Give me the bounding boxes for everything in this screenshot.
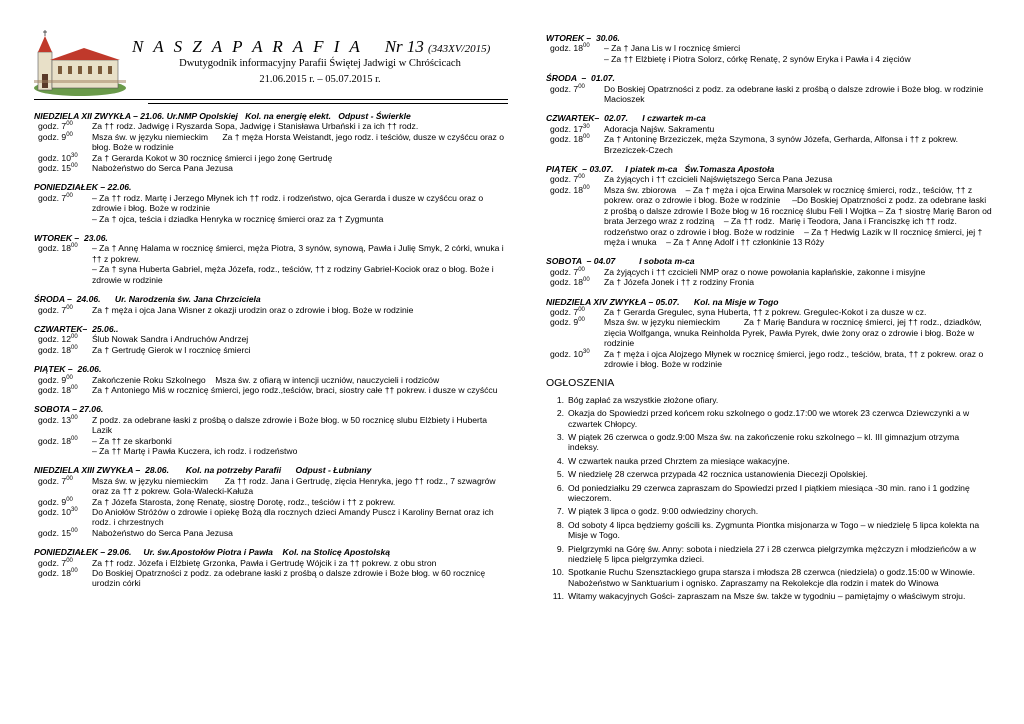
mass-time — [546, 185, 604, 247]
mass-time — [34, 385, 92, 395]
day-section — [34, 294, 508, 315]
godz-label: godz. — [38, 374, 60, 385]
announcement-item — [546, 520, 992, 541]
godz-label: godz. — [38, 192, 60, 203]
time-minutes: 00 — [578, 174, 585, 181]
announcement-number: 8. — [556, 519, 564, 530]
mass-intention: – Za † Annę Halama w rocznicę śmierci, męża Piotra, 3 synów, synową, Pawła i Julię Smyk, 2 córki, wnuka i †† z pokrew. — [92, 243, 507, 264]
mass-intention: Zakończenie Roku Szkolnego Msza św. z ofiarą w intencji uczniów, nauczycieli i rodziców — [92, 374, 440, 385]
time-minutes: 00 — [578, 306, 585, 313]
time-minutes: 00 — [70, 344, 78, 351]
right-schedule — [546, 33, 995, 369]
day-section — [546, 73, 992, 104]
time-hour: 7 — [573, 174, 579, 185]
godz-label: godz. — [38, 557, 60, 568]
godz-label: godz. — [38, 344, 60, 355]
mass-time — [34, 334, 92, 344]
mass-time — [34, 132, 92, 153]
mass-time — [546, 307, 604, 317]
mass-intention: Adoracja Najśw. Sakramentu — [604, 123, 715, 134]
mass-time — [546, 43, 604, 53]
day-section — [546, 256, 992, 287]
godz-label: godz. — [38, 384, 60, 395]
mass-intention: Msza św. w języku niemieckim Za †† rodz. Jana i Gertrudę, zięcia Henryka, jego †† rodz., 7 szwagrów oraz za †† z pokrew. Gola-Walecki-Kałuża — [92, 475, 498, 497]
day-section — [34, 233, 508, 285]
mass-row — [34, 568, 508, 589]
godz-label: godz. — [38, 152, 60, 163]
mass-row — [546, 43, 992, 53]
mass-intention: – Za †† ze skarbonki — [92, 435, 172, 446]
godz-label: godz. — [38, 414, 60, 425]
godz-label: godz. — [550, 317, 572, 328]
godz-label: godz. — [550, 277, 572, 288]
time-minutes: 00 — [578, 83, 585, 90]
time-hour: 7 — [573, 266, 579, 277]
mass-time — [34, 415, 92, 436]
mass-time — [546, 54, 604, 64]
godz-label: godz. — [38, 568, 60, 579]
mass-intention: Za † Józefa Jonek i †† z rodziny Fronia — [604, 277, 754, 288]
mass-row — [34, 243, 508, 264]
time-minutes: 00 — [70, 527, 78, 534]
time-hour: 15 — [61, 163, 71, 174]
day-heading: NIEDZIELA XII ZWYKŁA – 21.06. Ur.NMP Opolskiej Kol. na energię elekt. Odpust - Świerkle — [34, 111, 411, 121]
announcement-number: 4. — [556, 455, 564, 466]
announcement-text: Bóg zapłać za wszystkie złożone ofiary. — [568, 394, 719, 405]
time-hour: 18 — [61, 435, 71, 446]
mass-row — [546, 174, 992, 184]
mass-intention: Za żyjących i †† czcicieli Najświętszego Serca Pana Jezusa — [604, 174, 833, 185]
mass-time — [34, 436, 92, 446]
time-hour: 9 — [61, 496, 67, 507]
godz-label: godz. — [38, 496, 60, 507]
announcement-item — [546, 544, 992, 565]
time-minutes: 00 — [70, 568, 78, 575]
time-hour: 18 — [61, 568, 71, 579]
time-hour: 15 — [61, 527, 71, 538]
mass-intention: Nabożeństwo do Serca Pana Jezusa — [92, 163, 233, 174]
mass-intention: – Za † Jana Lis w I rocznicę śmierci — [604, 43, 741, 54]
mass-time — [34, 193, 92, 214]
time-hour: 7 — [61, 304, 67, 315]
right-column — [546, 33, 995, 605]
mass-time — [34, 264, 92, 285]
day-section — [34, 182, 508, 224]
mass-row — [546, 267, 992, 277]
mass-time — [34, 153, 92, 163]
mass-intention: Z podz. za odebrane łaski z prośbą o dalsze zdrowie i Boże błog. w 50 rocznicę slubu Elżbiety i Huberta Lazik — [92, 414, 490, 436]
time-hour: 18 — [573, 184, 583, 195]
time-hour: 7 — [573, 83, 579, 94]
announcement-item — [546, 432, 992, 453]
mass-row — [34, 132, 508, 153]
church-illustration — [34, 30, 126, 96]
mass-row — [546, 307, 992, 317]
mass-row — [34, 264, 508, 285]
time-minutes: 00 — [70, 435, 78, 442]
mass-time — [34, 163, 92, 173]
mass-intention: Do Aniołów Stróżów o zdrowie i opiekę Bożą dla rocznych dzieci Amandy Puscz i Karoliny Bernat oraz ich rodz. i chrzestnych — [92, 507, 497, 528]
godz-label: godz. — [550, 174, 572, 185]
time-hour: 17 — [573, 123, 583, 134]
day-section — [34, 111, 508, 173]
godz-label: godz. — [38, 304, 60, 315]
mass-time — [34, 375, 92, 385]
mass-row — [34, 558, 508, 568]
announcement-item — [546, 395, 992, 405]
issue-number: Nr 13 — [384, 37, 424, 56]
day-section — [546, 113, 992, 155]
godz-label: godz. — [550, 43, 572, 54]
godz-label: godz. — [38, 131, 60, 142]
mass-intention: Za † Antoniego Miś w rocznicę śmierci, jego rodz.,teściów, braci, siostry całe †† pokrew. i dusze w czyśćcu — [92, 384, 498, 395]
day-heading: CZWARTEK– 02.07. I czwartek m-ca — [546, 113, 706, 124]
time-minutes: 00 — [70, 243, 78, 250]
time-minutes: 00 — [70, 334, 78, 341]
announcement-item — [546, 456, 992, 466]
time-minutes: 00 — [66, 304, 73, 311]
mass-row — [34, 507, 508, 528]
godz-label: godz. — [38, 475, 60, 486]
announcement-text: Od poniedziałku 29 czerwca zapraszam do Spowiedzi przed I piątkiem miesiąca -30 min. rano i 1 godzinę wieczorem. — [568, 482, 970, 504]
time-minutes: 00 — [66, 131, 73, 138]
time-minutes: 00 — [582, 184, 590, 191]
time-minutes: 00 — [66, 192, 73, 199]
godz-label: godz. — [38, 527, 60, 538]
godz-label: godz. — [550, 83, 572, 94]
announcement-text: W czwartek nauka przed Chrztem za miesiące wakacyjne. — [568, 455, 790, 466]
godz-label: godz. — [38, 121, 60, 132]
time-hour: 7 — [61, 192, 67, 203]
mass-intention: Za † Józefa Starosta, żonę Renatę, siostrę Dorotę, rodz., teściów i †† z pokrew. — [92, 496, 396, 507]
announcement-item — [546, 469, 992, 479]
announcement-number: 9. — [556, 543, 564, 554]
godz-label: godz. — [38, 507, 60, 517]
time-minutes: 00 — [70, 163, 78, 170]
mass-intention: – Za †† Martę i Pawła Kuczera, ich rodz. i rodzeństwo — [92, 445, 298, 456]
mass-time — [34, 243, 92, 264]
mass-row — [34, 121, 508, 131]
announcement-text: Witamy wakacyjnych Gości- zapraszam na Msze św. także w tygodniu – pamiętajmy o właściwym stroju. — [568, 591, 966, 602]
time-hour: 7 — [61, 557, 67, 568]
day-heading: SOBOTA – 27.06. — [34, 404, 104, 415]
mass-time — [546, 317, 604, 348]
time-hour: 9 — [61, 131, 67, 142]
time-hour: 7 — [573, 306, 579, 317]
godz-label: godz. — [38, 243, 60, 254]
time-minutes: 00 — [66, 374, 73, 381]
time-hour: 18 — [573, 277, 583, 288]
day-heading: CZWARTEK– 25.06.. — [34, 323, 119, 334]
mass-intention: Za żyjących i †† czcicieli NMP oraz o nowe powołania kapłańskie, zakonne i misyjne — [604, 266, 926, 277]
title-text: N A S Z A P A R A F I A — [132, 37, 363, 56]
announcement-number: 7. — [556, 506, 564, 517]
announcement-text: W piątek 3 lipca o godz. 9:00 odwiedziny chorych. — [568, 506, 759, 517]
announcements-title: OGŁOSZENIA — [546, 377, 615, 390]
mass-intention: Msza św. zbiorowa – Za † męża i ojca Erwina Marsolek w rocznicę śmierci, rodz., teściów, †† z pokrew. oraz o zdrowie i błog. Boże w rodzinie –Do Boskiej Opatrzności z podz. za odebrane łaski z prośbą o dalsze zdrowie I Boże błog w 16 rocznicę ślubu Feli I Wojtka – Za † siostrę Marię Baron od brata Jerzego wraz z rodziną – Za †† rodz. Marię i Teodora, Jana i Franciszkę ich †† rodz. rodzeństwo oraz o zdrowie i błog. Boże w rodzinie – Za † Hedwig Lazik w II rocznicę śmierci, jej † męża i wnuka – Za † Annę Adolf i †† członkinie 13 Róży — [604, 184, 995, 247]
mass-row — [34, 193, 508, 214]
godz-label: godz. — [550, 134, 572, 145]
mass-intention: Ślub Nowak Sandra i Andruchów Andrzej — [92, 334, 249, 345]
announcement-number: 1. — [556, 394, 564, 405]
announcement-text: Od soboty 4 lipca będziemy gościli ks. Zygmunta Piontka misjonarza w Togo – w niedzielę 5 lipca kolekta na Misje w Togo. — [568, 519, 980, 541]
issue-volume: (343XV/2015) — [427, 43, 491, 55]
mass-time — [34, 528, 92, 538]
time-minutes: 00 — [70, 384, 78, 391]
time-hour: 18 — [573, 43, 583, 54]
announcement-text: Spotkanie Ruchu Szensztackiego grupa starsza i młodsza 28 czerwca (niedziela) o godz.15:00 w Winowie. Nabożeństwo w Sanktuarium i ognisko. Zapraszamy na Rekolekcje dla rodzin i matek do Winowa — [568, 567, 975, 588]
day-heading: ŚRODA – 01.07. — [546, 73, 615, 84]
godz-label: godz. — [550, 123, 572, 134]
time-minutes: 30 — [70, 152, 78, 159]
day-heading: PIĄTEK – 03.07. I piatek m-ca Św.Tomasza Apostoła — [546, 164, 775, 175]
day-section — [546, 297, 992, 370]
time-minutes: 00 — [66, 475, 73, 482]
mass-intention: Za † Gertrudę Gierok w I rocznicę śmierci — [92, 344, 251, 355]
mass-row — [546, 277, 992, 287]
time-minutes: 00 — [578, 317, 585, 324]
mass-row — [546, 317, 992, 348]
time-hour: 18 — [61, 243, 71, 254]
mass-time — [546, 267, 604, 277]
time-hour: 7 — [61, 121, 67, 132]
day-section — [34, 547, 508, 589]
time-minutes: 30 — [582, 123, 590, 130]
day-heading: PONIEDZIAŁEK – 22.06. — [34, 182, 132, 193]
mass-row — [546, 349, 992, 370]
mass-intention: Nabożeństwo do Serca Pana Jezusa — [92, 527, 233, 538]
newsletter-dates: 21.06.2015 r. – 05.07.2015 r. — [259, 74, 381, 86]
mass-intention: Msza św. w języku niemieckim Za † męża Horsta Weistandt, jego rodz. i teściów, dusze w czyśćcu oraz o błog. Boże w rodzinie — [92, 131, 507, 153]
time-hour: 18 — [573, 134, 583, 145]
mass-time — [34, 214, 92, 224]
mass-time — [34, 558, 92, 568]
day-section — [546, 164, 995, 247]
mass-intention: – Za †† Elżbietę i Piotra Solorz, córkę Renatę, 2 synów Eryka i Pawła i 4 zięciów — [604, 53, 911, 64]
day-heading: ŚRODA – 24.06. Ur. Narodzenia św. Jana Chrzciciela — [34, 294, 261, 305]
time-hour: 10 — [61, 152, 71, 163]
time-hour: 10 — [573, 348, 583, 359]
time-hour: 12 — [61, 334, 71, 345]
mass-intention: Za † Gerarda Gregulec, syna Huberta, †† z pokrew. Gregulec-Kokot i za dusze w cz. — [604, 306, 927, 317]
mass-row — [34, 497, 508, 507]
mass-row — [546, 84, 992, 105]
announcement-number: 10. — [552, 567, 564, 578]
mass-time — [34, 305, 92, 315]
announcement-text: W piątek 26 czerwca o godz.9:00 Msza św. na zakończenie roku szkolnego – kl. III gimnazjum otrzyma indeksy. — [568, 432, 960, 453]
announcement-number: 5. — [556, 469, 564, 480]
mass-intention: – Za † syna Huberta Gabriel, męża Józefa, rodz., teściów, †† z rodziny Gabriel-Kociok oraz o błog. Boże i zdrowie w rodzinie — [92, 264, 497, 285]
left-column — [34, 111, 508, 598]
mass-row — [34, 528, 508, 538]
mass-row — [34, 446, 508, 456]
mass-intention: – Za †† rodz. Martę i Jerzego Młynek ich †† rodz. i rodzeństwo, ojca Gerarda i dusze w czyśćcu oraz o zdrowie i błog. Boże w rodzinie — [92, 192, 486, 214]
announcement-item — [546, 591, 992, 601]
mass-time — [34, 446, 92, 456]
time-hour: 18 — [61, 344, 71, 355]
mass-time — [34, 121, 92, 131]
mass-time — [546, 277, 604, 287]
day-section — [34, 465, 508, 538]
time-minutes: 00 — [582, 277, 590, 284]
mass-time — [546, 124, 604, 134]
announcement-number: 2. — [556, 408, 564, 419]
mass-intention: Za †† rodz. Jadwigę i Ryszarda Sopa, Jadwigę i Stanisława Urbański i za ich †† rodz. — [92, 121, 419, 132]
godz-label: godz. — [38, 163, 60, 174]
mass-row — [546, 124, 992, 134]
time-hour: 13 — [61, 414, 71, 425]
mass-intention: Za † Antoninę Brzeziczek, męża Szymona, 3 synów Józefa, Gerharda, Alfonsa i †† z pokrew. Brzeziczek-Czech — [604, 134, 961, 155]
announcement-item — [546, 506, 992, 516]
day-section — [34, 324, 508, 355]
godz-label: godz. — [550, 266, 572, 277]
day-heading: PONIEDZIAŁEK – 29.06. Ur. św.Apostołów Piotra i Pawła Kol. na Stolicę Apostolską — [34, 547, 391, 558]
mass-time — [546, 134, 604, 155]
mass-row — [34, 153, 508, 163]
mass-row — [34, 385, 508, 395]
time-minutes: 00 — [66, 496, 73, 503]
announcement-number: 3. — [556, 432, 564, 442]
mass-row — [546, 54, 992, 64]
mass-time — [546, 174, 604, 184]
mass-row — [34, 415, 508, 436]
time-minutes: 00 — [70, 414, 78, 421]
time-minutes: 00 — [66, 121, 73, 128]
mass-intention: Za † męża i ojca Alojzego Młynek w rocznicę śmierci, jego rodz., teściów, brata, †† z pokrew. oraz o zdrowie i błog. Boże w rodzinie — [604, 348, 986, 369]
godz-label: godz. — [550, 348, 572, 359]
godz-label: godz. — [550, 184, 572, 195]
godz-label: godz. — [550, 306, 572, 317]
newsletter-title — [132, 37, 508, 56]
announcement-text: Pielgrzymki na Górę św. Anny: sobota i niedziela 27 i 28 czerwca pielgrzymka mężczyzn i młodzieńców a w niedzielę 5 lipca pielgrzymka dzieci. — [568, 543, 976, 565]
day-heading: NIEDZIELA XIII ZWYKŁA – 28.06. Kol. na potrzeby Parafii Odpust - Łubniany — [34, 465, 372, 476]
day-heading: WTOREK – 23.06. — [34, 233, 108, 244]
time-minutes: 30 — [70, 507, 78, 513]
time-minutes: 00 — [66, 557, 73, 564]
time-minutes: 00 — [578, 266, 585, 273]
mass-time — [34, 497, 92, 507]
mass-time — [34, 507, 92, 528]
newsletter-subtitle: Dwutygodnik informacyjny Parafii Świętej Jadwigi w Chróścicach — [179, 58, 461, 70]
announcement-text: W niedzielę 28 czerwca przypada 42 rocznica ustanowienia Diecezji Opolskiej. — [568, 469, 868, 480]
time-minutes: 30 — [582, 348, 590, 355]
mass-time — [546, 84, 604, 105]
announcements-list — [546, 395, 992, 602]
day-heading: WTOREK – 30.06. — [546, 33, 620, 43]
mass-time — [34, 345, 92, 355]
mass-row — [546, 134, 992, 155]
mass-time — [34, 568, 92, 589]
day-heading: PIĄTEK – 26.06. — [34, 364, 102, 375]
day-heading: SOBOTA – 04.07 I sobota m-ca — [546, 256, 695, 267]
time-minutes: 00 — [582, 43, 590, 50]
mass-row — [34, 476, 508, 497]
mass-intention: Za † Gerarda Kokot w 30 rocznicę śmierci i jego żonę Gertrudę — [92, 152, 333, 163]
mass-intention: Do Boskiej Opatrzności z podz. za odebrane łaski z prośbą o dalsze zdrowie i Boże błog. w rodzinie Macioszek — [604, 83, 986, 105]
announcement-item — [546, 567, 992, 588]
time-hour: 18 — [61, 384, 71, 395]
godz-label: godz. — [38, 435, 60, 446]
announcement-item — [546, 408, 992, 429]
mass-row — [34, 375, 508, 385]
header-divider — [34, 99, 508, 100]
day-heading: NIEDZIELA XIV ZWYKŁA – 05.07. Kol. na Misje w Togo — [546, 296, 779, 307]
day-section — [34, 364, 508, 395]
mass-row — [34, 305, 508, 315]
mass-row — [34, 436, 508, 446]
time-hour: 7 — [61, 475, 67, 486]
time-hour: 9 — [573, 317, 579, 328]
mass-row — [34, 214, 508, 224]
mass-row — [34, 345, 508, 355]
header-divider-short — [148, 103, 508, 104]
mass-row — [34, 334, 508, 344]
mass-row — [34, 163, 508, 173]
announcement-item — [546, 483, 992, 504]
day-section — [34, 404, 508, 456]
announcement-text: Okazja do Spowiedzi przed końcem roku szkolnego o godz.17:00 we wtorek 23 czerwca Dziewczynki a w czwartek Chłopcy. — [568, 408, 970, 429]
announcement-number: 6. — [556, 482, 564, 493]
mass-row — [546, 184, 995, 247]
day-section — [546, 33, 992, 64]
mass-intention: Za †† rodz. Józefa i Elżbietę Grzonka, Pawła i Gertrudę Wójcik i za †† pokrew. z obu stron — [92, 557, 437, 568]
mass-intention: – Za † ojca, teścia i dziadka Henryka w rocznicę śmierci oraz za † Zygmunta — [92, 213, 384, 224]
announcement-number: 11. — [552, 591, 564, 602]
time-hour: 9 — [61, 374, 67, 385]
mass-time — [34, 476, 92, 497]
masthead — [132, 37, 508, 86]
mass-intention: Msza św. w języku niemieckim Za † Marię Bandura w rocznicę śmierci, jej †† rodz., dziadków, zięcia Wolfganga, wnuka Reinholda Pyrek, Pawła Pyrek, dwie żony oraz o zdrowie i błog. Boże w rodzinie — [604, 317, 985, 349]
mass-intention: Za † męża i ojca Jana Wisner z okazji urodzin oraz o zdrowie i błog. Boże w rodzinie — [92, 304, 414, 315]
mass-intention: Do Boskiej Opatrzności z podz. za odebrane łaski z prośbą o dalsze zdrowie i Boże błog. w 60 rocznicę urodzin córki — [92, 568, 488, 589]
mass-time — [546, 349, 604, 370]
time-minutes: 00 — [582, 134, 590, 141]
godz-label: godz. — [38, 334, 60, 345]
time-hour: 10 — [61, 507, 71, 517]
